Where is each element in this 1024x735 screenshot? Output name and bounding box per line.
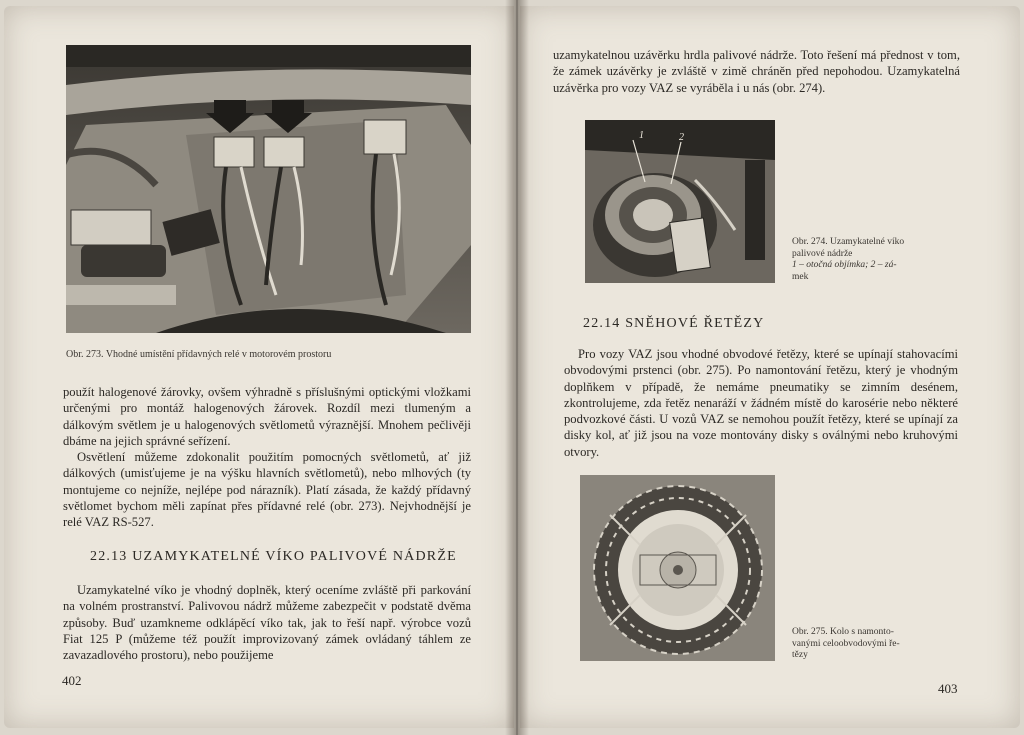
left-page-number: 402 [62,673,82,688]
figure-274-caption-line-4: mek [792,271,809,282]
figure-275-caption-line-3: tězy [792,650,808,660]
snow-chain-wheel-image [580,475,775,661]
right-paragraph-2: Pro vozy VAZ jsou vhodné obvodové řetězy, které se upínají stahovacími obvodovými prstenci (obr. 275). Po namontování řetězu, který je vhodným doplňkem v případě, že nemáme pneumatiky se zimním desénem, zkontrolujeme, zda řetěz nenaráží v žádném místě do karosérie nebo některé podvozkové části. U vozů VAZ se nemohou použít řetězy, které se upínají za disky kol, ať již jsou na voze montovány disky s oválnými nebo kruhovými otvory. [564,347,958,459]
left-section-heading: 22.13 UZAMYKATELNÉ VÍKO PALIVOVÉ NÁDRŽE [90,549,457,564]
left-body-block-1 [63,384,471,531]
figure-274-photo [585,120,775,283]
right-page-number: 403 [938,681,958,696]
figure-274-caption-line-3: 1 – otočná objímka; 2 – zá- [792,260,897,270]
figure-274-callout-1: 1 [639,130,644,141]
figure-275-caption-line-2: vanými celoobvodovými ře- [792,638,900,649]
book-gutter [505,0,529,735]
figure-273-caption: Obr. 273. Vhodné umístění přídavných relé v motorovém prostoru [66,349,332,360]
figure-274-caption-line-1: Obr. 274. Uzamykatelné víko [792,237,905,247]
engine-bay-relays-image [66,45,471,333]
right-section-heading: 22.14 SNĚHOVÉ ŘETĚZY [583,316,765,331]
figure-273-photo [66,45,471,333]
figure-275-caption-line-1: Obr. 275. Kolo s namonto- [792,627,894,637]
figure-275-caption [792,627,942,662]
figure-274-caption-line-2: palivové nádrže [792,248,853,259]
left-body-block-2 [63,582,471,663]
right-body-block-1 [553,47,960,96]
right-paragraph-1: uzamykatelnou uzávěrku hrdla palivové nádrže. Toto řešení má přednost v tom, že zámek uzávěrky je zvláště v zimě chráněn před nepohodou. Uzamykatelná uzávěrka pro vozy VAZ se vyráběla i u nás (obr. 274). [553,48,960,95]
figure-275-photo [580,475,775,661]
right-body-block-2 [564,346,958,460]
figure-274-caption [792,237,942,283]
figure-274-callout-2: 2 [679,132,684,143]
fuel-cap-lock-image [585,120,775,283]
left-paragraph-1: použít halogenové žárovky, ovšem výhradně s příslušnými optickými vložkami určenými pro montáž halogenových žárovek. Rozdíl mezi tlumeným a dálkovým světlem je u halogenových světlometů výraznější. Mnohem pečlivěji dbáme na jejich správné seřízení. [63,385,471,448]
left-paragraph-3: Uzamykatelné víko je vhodný doplněk, který oceníme zvláště při parkování na volném prostranství. Palivovou nádrž můžeme zabezpečit v podstatě dvěma způsoby. Buď uzamkneme odklápěcí víko tak, jak to řeší např. výrobce vozů Fiat 125 P (můžeme též použít improvizovaný zámek ovládaný táhlem ze zavazadlového prostoru), nebo použijeme [63,583,471,663]
left-paragraph-2: Osvětlení můžeme zdokonalit použitím pomocných světlometů, ať již dálkových (umisťujeme je na výšku hlavních světlometů), nebo mlhových (ty montujeme co nejníže, nejlépe pod nárazník). Platí zásada, že každý přídavný světlomet bychom měli zapínat přes přídavné relé (obr. 273). Nejvhodnější je relé VAZ RS-527. [63,450,471,530]
